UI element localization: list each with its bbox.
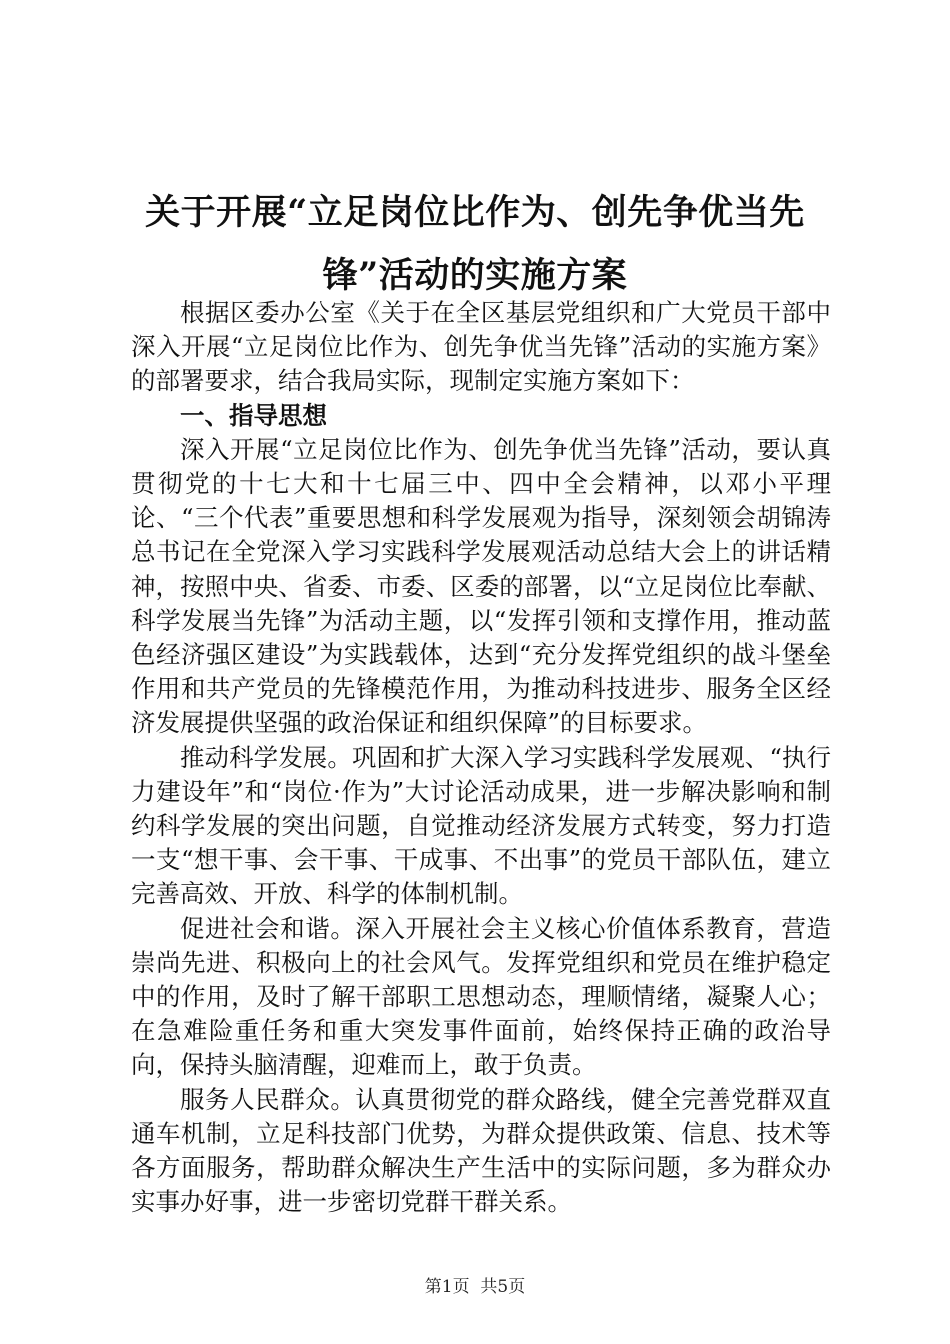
paragraph-activity-overview: 深入开展“立足岗位比作为、创先争优当先锋”活动，要认真贯彻党的十七大和十七届三中、四中全会精神，以邓小平理论、“三个代表”重要思想和科学发展观为指导，深刻领会胡锦涛总书记在全党深入学习实践科学发展观活动总结大会上的讲话精神，按照中央、省委、市委、区委的部署，以“立足岗位比奉献、科学发展当先锋”为活动主题，以“发挥引领和支撑作用，推动蓝色经济强区建设”为实践载体，达到“充分发挥党组织的战斗堡垒作用和共产党员的先锋模范作用，为推动科技进步、服务全区经济发展提供坚强的政治保证和组织保障”的目标要求。 bbox=[131, 434, 831, 738]
page-footer bbox=[0, 1272, 950, 1297]
document-title bbox=[100, 181, 850, 307]
section-heading-guiding-ideology: 一、指导思想 bbox=[180, 400, 327, 430]
paragraph-promote-development: 推动科学发展。巩固和扩大深入学习实践科学发展观、“执行力建设年”和“岗位·作为”大讨论活动成果，进一步解决影响和制约科学发展的突出问题，自觉推动经济发展方式转变，努力打造一支“想干事、会干事、干成事、不出事”的党员干部队伍，建立完善高效、开放、科学的体制机制。 bbox=[131, 742, 831, 909]
document-body bbox=[131, 296, 831, 1219]
paragraph-social-harmony: 促进社会和谐。深入开展社会主义核心价值体系教育，营造崇尚先进、积极向上的社会风气。发挥党组织和党员在维护稳定中的作用，及时了解干部职工思想动态，理顺情绪，凝聚人心；在急难险重任务和重大突发事件面前，始终保持正确的政治导向，保持头脑清醒，迎难而上，敢于负责。 bbox=[131, 913, 831, 1080]
paragraph-serve-people: 服务人民群众。认真贯彻党的群众路线，健全完善党群双直通车机制，立足科技部门优势，为群众提供政策、信息、技术等各方面服务，帮助群众解决生产生活中的实际问题，多为群众办实事办好事，进一步密切党群干群关系。 bbox=[131, 1084, 831, 1217]
intro-paragraph: 根据区委办公室《关于在全区基层党组织和广大党员干部中深入开展“立足岗位比作为、创先争优当先锋”活动的实施方案》的部署要求，结合我局实际，现制定实施方案如下： bbox=[131, 298, 831, 396]
title-line-2: 锋”活动的实施方案 bbox=[322, 255, 628, 296]
page-number-indicator: 第1页 共5页 bbox=[424, 1277, 526, 1297]
title-line-1: 关于开展“立足岗位比作为、创先争优当先 bbox=[145, 192, 805, 233]
